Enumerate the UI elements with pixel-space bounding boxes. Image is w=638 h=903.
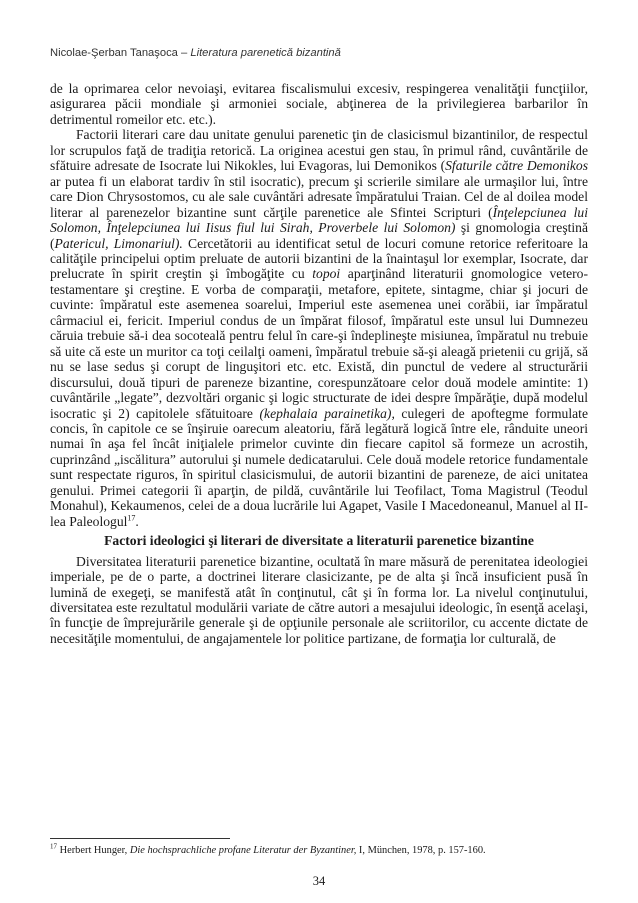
footnote-text: I, München, 1978, p. 157-160. — [356, 845, 486, 856]
footnote-number: 17 — [50, 842, 57, 851]
text-run: culegeri de apoftegme formulate concis, în capitole ce se înşiruie oarecum aleatoriu, fără legătură logică între ele, rânduite uneori numai în aşa fel încât iniţialele primelor cuvinte din fiecare capitol să formeze un acrostih, cuprinzând „iscălitura” autorului şi numele dedicatarului. Cele două modele retorice fundamentale sunt respectate riguros, în spiritul clasicismului, de autorii bizantini de pareneze, de aici unitatea genului. Primei categorii îi aparţin, de pildă, cuvântările lui Teofilact, Toma Magistrul (Teodul Monahul), Kekaumenos, celei de a doua lucrările lui Agapet, Vasile I Macedoneanul, Manuel al II-lea Paleologul — [50, 405, 588, 529]
paragraph-diversity: Diversitatea literaturii parenetice bizantine, ocultată în mare măsură de perenitatea ideologiei imperiale, pe de o parte, a doctrinei literare clasicizante, pe de alta şi încă insuficient pusă în lumină de exegeţi, se manifestă atât în conţinutul, cât şi în forma lor. La nivelul conţinutului, diversitatea este rezultatul modulării variate de către autori a mesajului ideologic, în esenţă acelaşi, în funcţie de împrejurările generale şi de opţiunile personale ale scriitorilor, cu accente dictate de necesităţile momentului, de angajamentele lor politice partizane, de formaţia lor culturală, de — [50, 553, 588, 646]
text-run: aparţinând literaturii gnomologice vetero-testamentare şi creştine. E vorba de comparaţii, metafore, epitete, sintagme, chiar şi jocuri de cuvinte: împăratul este asemenea soarelui, Imperiul este asemenea unei corăbii, iar împăratul cârmaciul ei, fericit. Imperiul condus de un împărat filosof, împăratul este unsul lui Dumnezeu căruia trebuie să-i dea socoteală pentru felul în care-şi îndeplineşte misiunea, împăratul nu trebuie să uite că este un muritor ca toţi ceilalţi oameni, împăratul trebuie să-şi aleagă prietenii cu grijă, să nu se lase sedus şi corupt de linguşitori etc. etc. Există, din punctul de vedere al structurării discursului, două tipuri de pareneze bizantine, corespunzătoare celor două modele amintite: 1) cuvântările „legate”, dezvoltări organic şi logic structurate de idei despre împărăţie, după modelul isocratic şi 2) capitolele sfătuitoare — [50, 266, 588, 421]
running-head-title: Literatura parenetică bizantină — [190, 47, 341, 59]
text-run: Factorii literari care dau unitate genului parenetic ţin de clasicismul bizantinilor, de respectul lor scrupulos faţă de tradiţia retorică. La originea acestui gen stau, în primul rând, cuvântările de sfătuire adresate de Isocrate lui Nikokles, lui Evagoras, lui Demonikos ( — [50, 127, 588, 174]
footnote — [50, 844, 588, 857]
footnote-title: Die hochsprachliche profane Literatur der Byzantiner, — [129, 845, 357, 856]
page — [50, 0, 588, 903]
italic-run: topoi — [312, 266, 341, 282]
running-head-author: Nicolae-Şerban Tanaşoca – — [50, 47, 191, 59]
footnote-divider — [50, 838, 230, 839]
footnote-ref[interactable]: 17 — [127, 513, 136, 523]
paragraph-continuation: de la oprimarea celor nevoiaşi, evitarea fiscalismului excesiv, respingerea venalităţii funcţiilor, asigurarea păcii mondiale şi armoniei sociale, abţinerea de la privilegierea barbarilor în detrimentul romeilor etc. etc.). — [50, 81, 588, 127]
italic-run: (kephalaia parainetika), — [259, 405, 395, 421]
body-text — [50, 81, 588, 646]
footnote-text: Herbert Hunger, — [57, 845, 130, 856]
running-head — [50, 47, 341, 59]
italic-run: Patericul, Limonariul). — [54, 235, 183, 251]
section-heading: Factori ideologici şi literari de diversitate a literaturii parenetice bizantine — [104, 533, 534, 549]
italic-run: Înţelepciunea lui Solomon, Înţelepciunea lui Iisus fiul lui Sirah, Proverbele lui Solomon) — [50, 204, 589, 236]
text-run: . — [135, 513, 139, 529]
italic-run: Sfaturile către Demonikos — [445, 158, 588, 174]
page-number: 34 — [312, 874, 326, 888]
text-run: şi gnomologia creştină ( — [50, 220, 588, 251]
text-run: Cercetătorii au identificat setul de locuri comune retorice referitoare la calităţile principelui optim preluate de autorii bizantini de la înaintaşul lor exemplar, Isocrate, dar prelucrate în spirit creştin şi îmbogăţite cu — [50, 235, 588, 282]
paragraph-literary-factors — [50, 127, 588, 529]
text-run: ar putea fi un elaborat tardiv în stil isocratic), precum şi scrierile similare ale urmaşilor lui, între care Dion Chrysostomos, cu ale sale cuvântări adresate împăratului Traian. Cel de al doilea model literar al parenezelor bizantine sunt cărţile parenetice ale Sfintei Scripturi ( — [50, 173, 588, 220]
